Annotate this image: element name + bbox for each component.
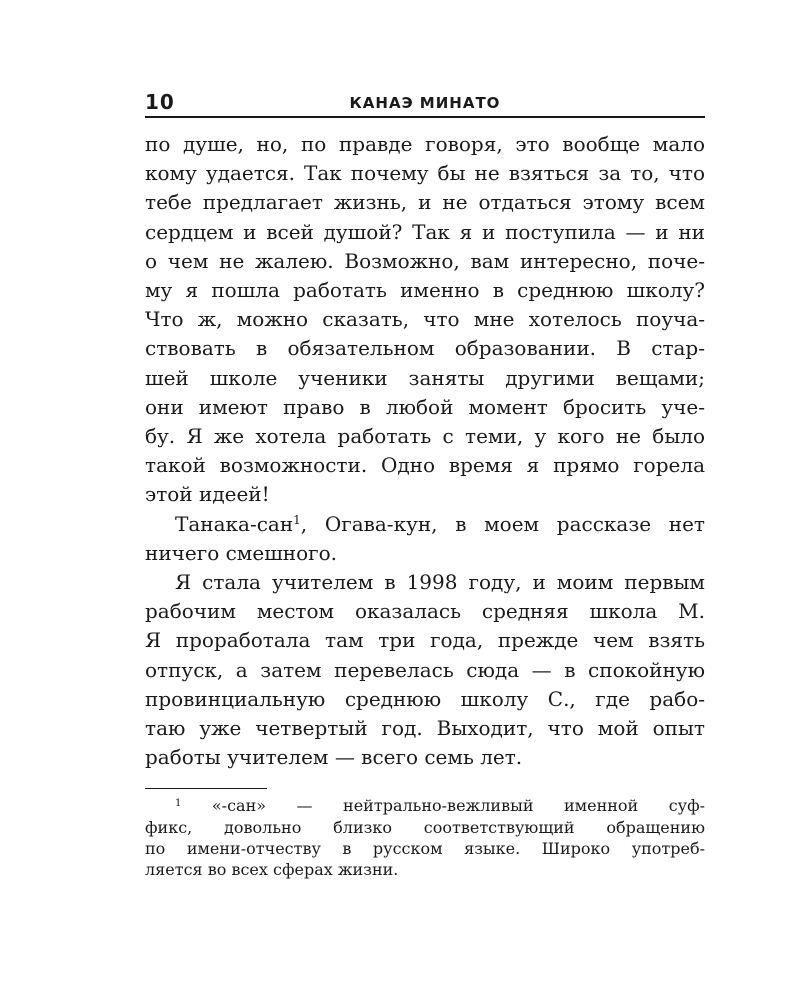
footnote-line: ляется во всех сферах жизни. (145, 860, 399, 880)
book-page (145, 88, 705, 881)
text-line: Я стала учителем в 1998 году, и моим первым (175, 570, 705, 595)
text-line: Я проработала там три года, прежде чем взять (145, 628, 705, 653)
text-line: они имеют право в любой момент бросить уче- (145, 394, 705, 419)
text-line: тебе предлагает жизнь, и не отдаться этому всем (145, 190, 705, 215)
text-fragment: «-сан» — нейтрально-вежливый именной суф- (211, 796, 706, 816)
text-line: таю уже четвертый год. Выходит, что мой опыт (145, 716, 705, 741)
text-line: шей школе ученики заняты другими вещами; (145, 365, 705, 390)
text-line: бу. Я же хотела работать с теми, у кого не было (145, 424, 705, 449)
text-line: по душе, но, по правде говоря, это вообще мало (145, 132, 705, 156)
footnote-line: фикс, довольно близко соответствующий обращению (145, 817, 705, 837)
page-number: 10 (145, 90, 175, 114)
text-fragment: Танака-сан (175, 511, 294, 536)
text-line: провинциальную среднюю школу С., где рабо- (145, 686, 705, 711)
book-author: КАНАЭ МИНАТО (349, 94, 501, 112)
footnote-divider (145, 788, 267, 789)
footnote-mark: 1 (175, 798, 182, 810)
text-line: работы учителем — всего семь лет. (145, 745, 523, 770)
footnote-line: по имени-отчеству в русском языке. Широко употреб- (145, 839, 705, 859)
text-line: о чем не жалею. Возможно, вам интересно, поче- (145, 248, 705, 273)
footnote (145, 795, 705, 880)
text-line: ничего смешного. (145, 540, 338, 565)
text-line: му я пошла работать именно в среднюю школу? (145, 278, 705, 303)
text-line: сердцем и всей душой? Так я и поступила — и ни (145, 219, 705, 244)
text-line: отпуск, а затем перевелась сюда — в спокойную (145, 657, 705, 682)
running-head (145, 88, 705, 118)
footnote-reference: 1 (293, 512, 301, 527)
text-line: этой идеей! (145, 482, 270, 507)
text-line: рабочим местом оказалась средняя школа М. (145, 599, 705, 624)
text-fragment: , Огава-кун, в моем рассказе нет (300, 511, 705, 536)
text-line: ствовать в обязательном образовании. В стар- (145, 336, 705, 361)
footnote-first-line (145, 795, 705, 816)
text-line: Что ж, можно сказать, что мне хотелось поуча- (145, 307, 705, 332)
text-line: кому удается. Так почему бы не взяться за то, что (145, 161, 705, 186)
text-line: такой возможности. Одно время я прямо горела (145, 453, 705, 478)
paragraph-2-first-line (145, 510, 705, 539)
body-text (145, 130, 705, 772)
